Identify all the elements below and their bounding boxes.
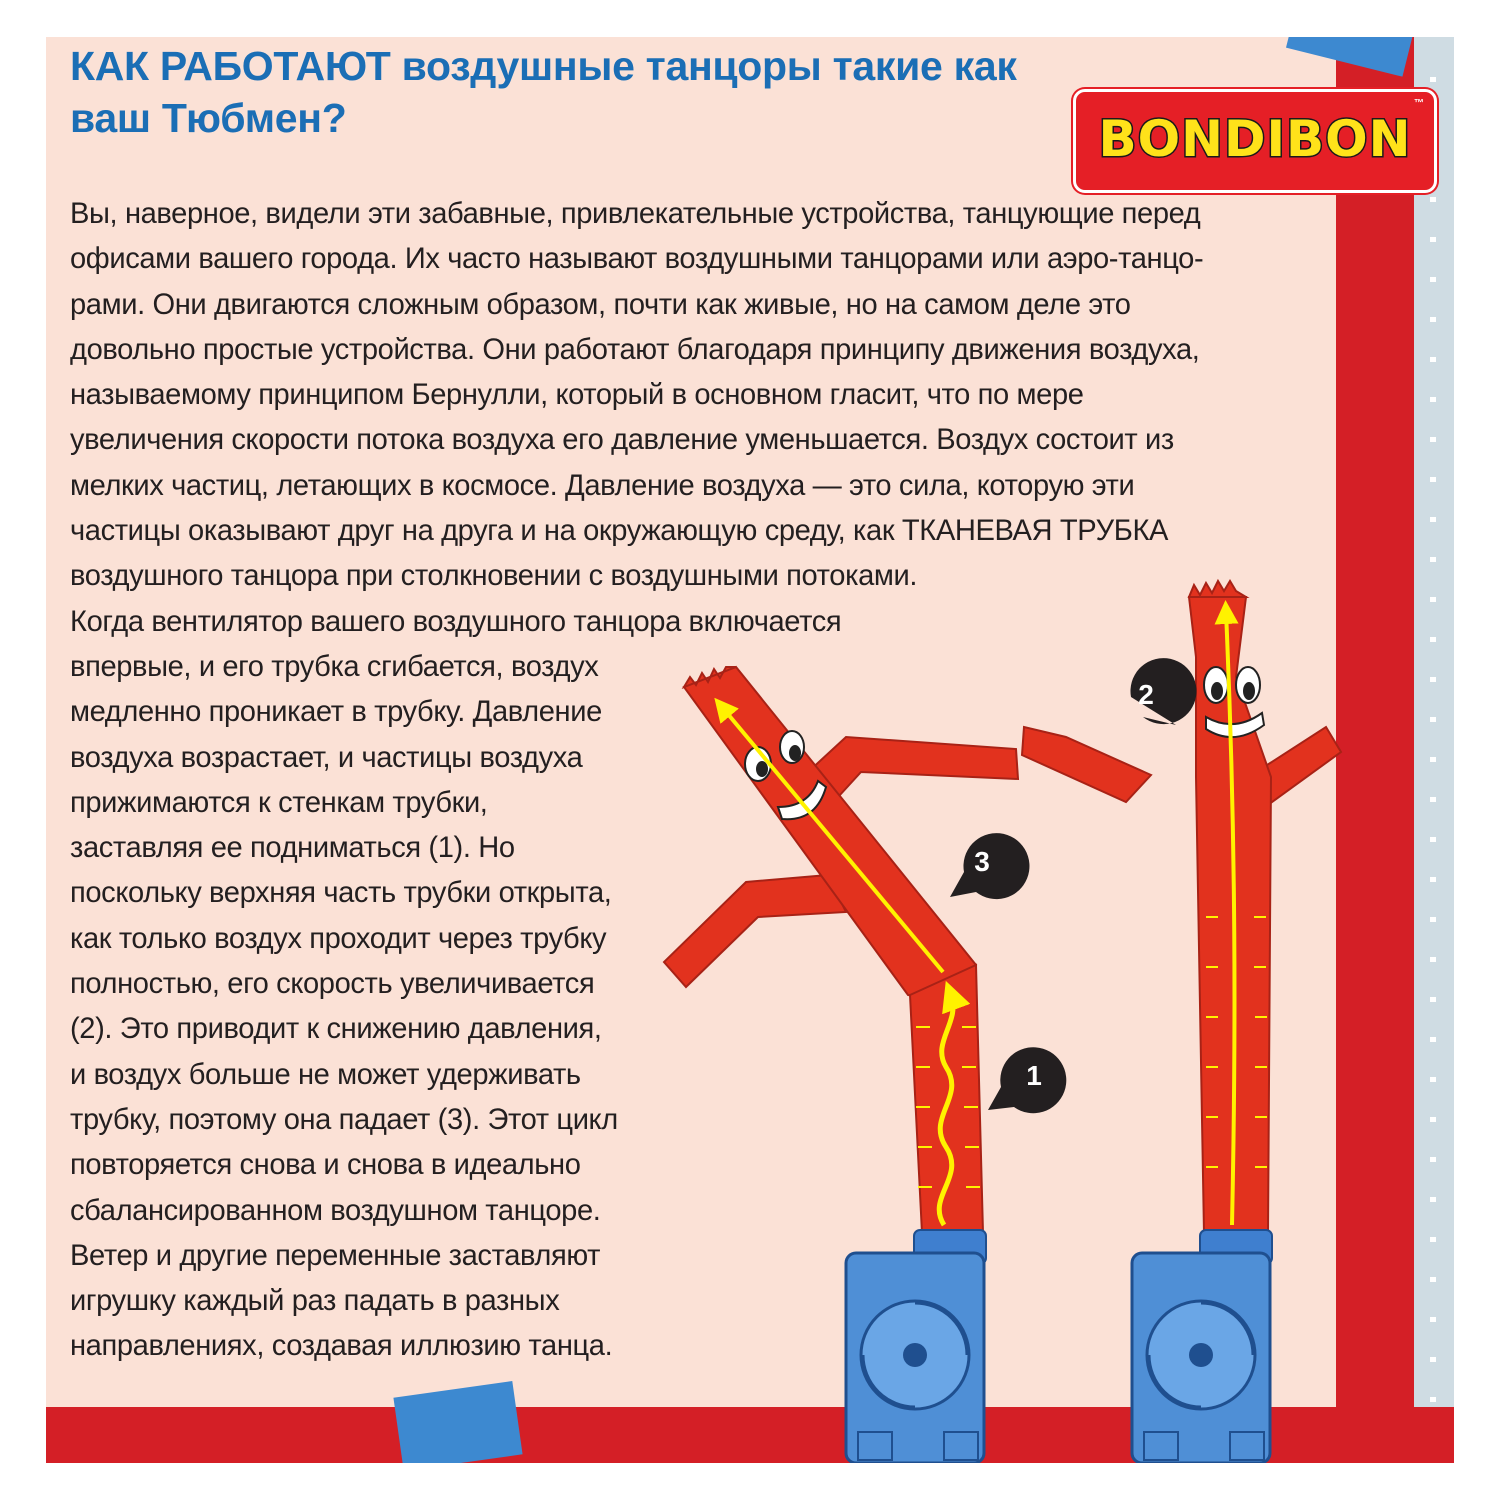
body-line: медленно проникает в трубку. Давление <box>70 695 602 729</box>
fan-base-icon <box>1132 1253 1270 1463</box>
body-line: Ветер и другие переменные заставляют <box>70 1238 601 1272</box>
title-rest-line1: воздушные танцоры такие как <box>390 43 1017 89</box>
air-dancer-upright-icon <box>1022 581 1341 1463</box>
callout-one <box>988 1047 1066 1113</box>
callout-three-label: 3 <box>974 846 990 877</box>
callout-one-label: 1 <box>1026 1060 1042 1091</box>
callout-two <box>1130 658 1196 725</box>
body-line: поскольку верхняя часть трубки открыта, <box>70 876 612 910</box>
body-line: частицы оказывают друг на друга и на окружающую среду, как ТКАНЕВАЯ ТРУБКА <box>70 514 1169 548</box>
body-line: Вы, наверное, видели эти забавные, привлекательные устройства, танцующие перед <box>70 197 1201 230</box>
air-dancer-bent-icon <box>664 667 1066 1463</box>
body-line: трубку, поэтому она падает (3). Этот цикл <box>70 1102 618 1136</box>
body-line: как только воздух проходит через трубку <box>70 921 607 955</box>
body-line: офисами вашего города. Их часто называют воздушными танцорами или аэро-танцо- <box>70 242 1204 276</box>
body-line: полностью, его скорость увеличивается <box>70 967 595 1001</box>
fan-base-icon <box>846 1253 984 1463</box>
body-line: увеличения скорости потока воздуха его давление уменьшается. Воздух состоит из <box>70 423 1174 457</box>
body-line: сбалансированном воздушном танцоре. <box>70 1193 601 1227</box>
body-line: прижимаются к стенкам трубки, <box>70 785 488 819</box>
body-line: и воздух больше не может удерживать <box>70 1057 581 1091</box>
title-rest-line2: ваш Тюбмен? <box>70 95 347 141</box>
air-dancer-illustration <box>46 37 1454 1463</box>
body-line: повторяется снова и снова в идеально <box>70 1148 581 1182</box>
body-line: довольно простые устройства. Они работают благодаря принципу движения воздуха, <box>70 332 1200 366</box>
body-line: воздушного танцора при столкновении с воздушными потоками. <box>70 559 918 593</box>
body-line: называемому принципом Бернулли, который в основном гласит, что по мере <box>70 378 1084 412</box>
body-line: Когда вентилятор вашего воздушного танцора включается <box>70 604 842 638</box>
body-line: впервые, и его трубка сгибается, воздух <box>70 649 599 683</box>
body-line: направлениях, создавая иллюзию танца. <box>70 1329 613 1363</box>
body-line: заставляя ее подниматься (1). Но <box>70 831 515 865</box>
body-line: воздуха возрастает, и частицы воздуха <box>70 740 583 774</box>
callout-three <box>950 833 1029 899</box>
logo-text: BONDIBON <box>1098 110 1412 168</box>
body-line: игрушку каждый раз падать в разных <box>70 1284 560 1318</box>
body-line: мелких частиц, летающих в космосе. Давление воздуха — это сила, которую эти <box>70 468 1135 502</box>
logo-tm: ™ <box>1414 98 1424 109</box>
page <box>46 37 1454 1463</box>
callout-two-label: 2 <box>1138 679 1154 710</box>
title-caps: КАК РАБОТАЮТ <box>70 43 391 89</box>
body-line: рами. Они двигаются сложным образом, почти как живые, но на самом деле это <box>70 287 1131 321</box>
body-line: (2). Это приводит к снижению давления, <box>70 1012 602 1046</box>
